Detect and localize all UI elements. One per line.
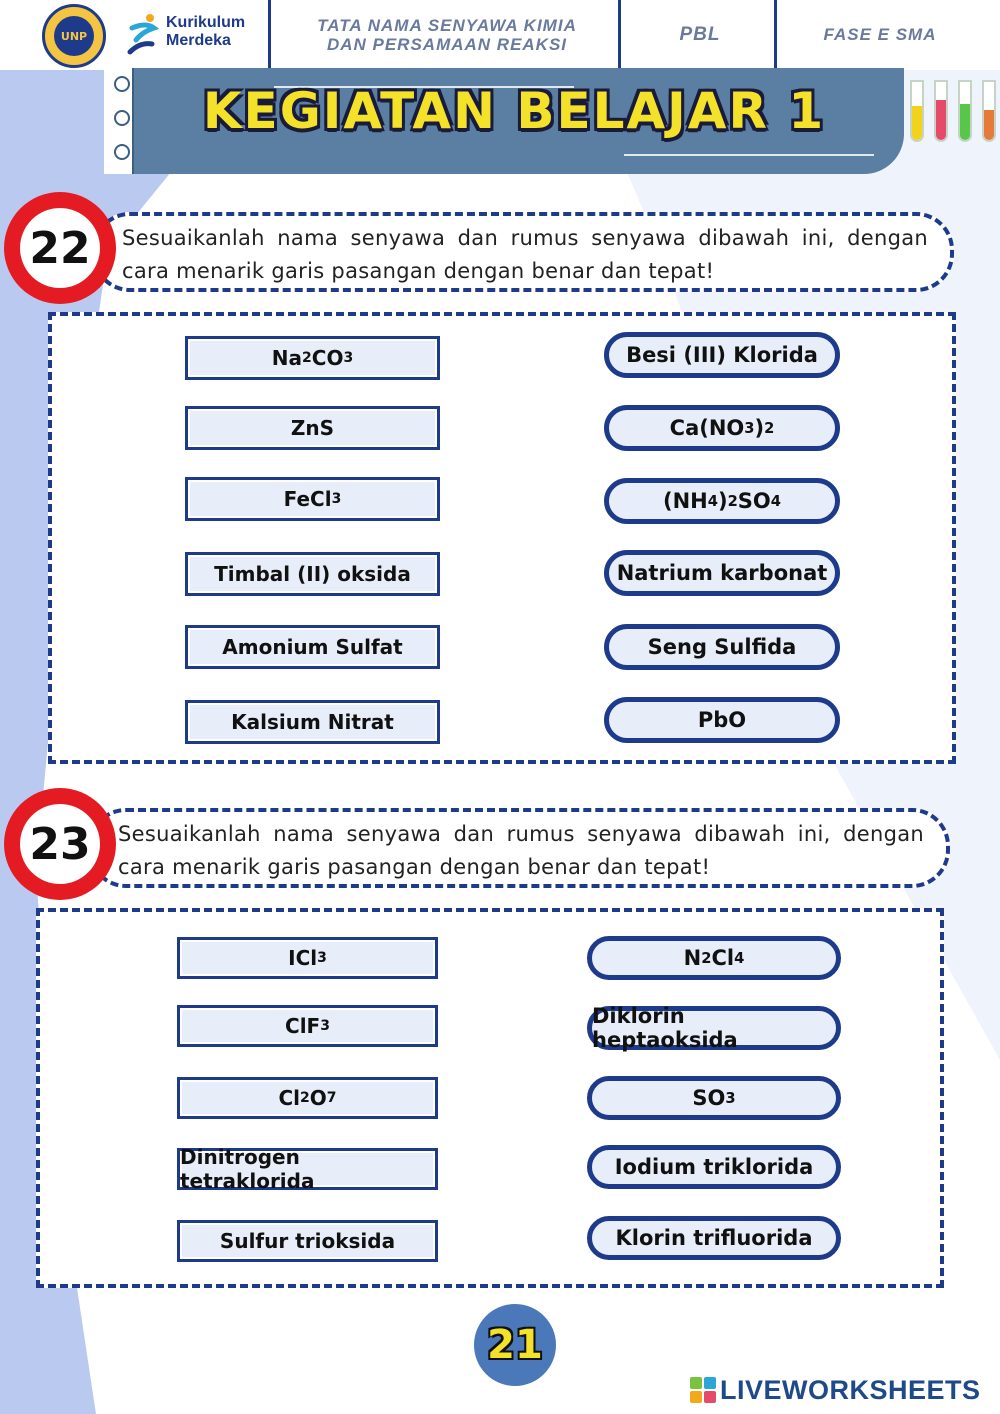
- match-left-item[interactable]: [177, 1077, 438, 1119]
- match-left-item[interactable]: [185, 477, 440, 521]
- item-text: SO: [692, 1086, 726, 1110]
- item-text: ): [754, 416, 765, 440]
- item-text: Sulfur trioksida: [219, 1229, 396, 1253]
- item-text: (NH: [662, 489, 708, 513]
- item-text: PbO: [697, 708, 747, 732]
- item-text: Cl: [711, 946, 735, 970]
- header-divider: [268, 0, 271, 70]
- match-left-item[interactable]: [185, 336, 440, 380]
- liveworksheets-text: LIVEWORKSHEETS: [720, 1374, 981, 1405]
- item-text: ClF: [285, 1014, 321, 1038]
- banner-title: KEGIATAN BELAJAR 1: [202, 82, 826, 140]
- item-text: Amonium Sulfat: [222, 635, 403, 659]
- activity-banner: [104, 68, 904, 174]
- page-number: 21: [474, 1304, 556, 1386]
- header-topic-line2: DAN PERSAMAAN REAKSI: [326, 35, 568, 54]
- subscript: 3: [725, 1089, 736, 1107]
- item-text: Dinitrogen tetraklorida: [180, 1145, 315, 1193]
- match-right-item[interactable]: [587, 936, 841, 980]
- match-left-item[interactable]: [185, 552, 440, 596]
- question-instruction: Sesuaikanlah nama senyawa dan rumus senyawa dibawah ini, dengan cara menarik garis pasangan dengan benar dan tepat!: [92, 212, 954, 292]
- header-topic: [274, 0, 620, 70]
- kurikulum-merdeka-mark-icon: [126, 12, 160, 56]
- match-left-item[interactable]: [185, 700, 440, 744]
- subscript: 3: [320, 1018, 330, 1034]
- subscript: 3: [343, 350, 354, 366]
- question-number: 22: [20, 208, 100, 288]
- question-number-badge: [4, 788, 116, 900]
- item-text: ICl: [288, 946, 318, 970]
- subscript: 3: [317, 950, 327, 966]
- unp-logo: [42, 4, 106, 68]
- kurikulum-logo-line1: Kurikulum: [166, 14, 246, 31]
- liveworksheets-logo-icon: [690, 1377, 716, 1403]
- item-text: ZnS: [290, 416, 335, 440]
- question-instruction: Sesuaikanlah nama senyawa dan rumus senyawa dibawah ini, dengan cara menarik garis pasangan dengan benar dan tepat!: [88, 808, 950, 888]
- notebook-binding: [104, 68, 134, 174]
- subscript: 3: [331, 491, 342, 507]
- item-text: Iodium triklorida: [614, 1155, 814, 1179]
- subscript: 2: [701, 949, 712, 967]
- match-left-item[interactable]: [185, 406, 440, 450]
- item-text: Ca(NO: [669, 416, 745, 440]
- match-left-item[interactable]: [177, 937, 438, 979]
- header-phase: FASE E SMA: [823, 25, 937, 44]
- subscript: 3: [744, 419, 755, 437]
- subscript: 4: [734, 949, 745, 967]
- item-text: FeCl: [283, 487, 332, 511]
- item-text: Besi (III) Klorida: [626, 343, 818, 367]
- match-right-item[interactable]: [604, 624, 840, 670]
- kurikulum-logo-line2: Merdeka: [166, 32, 231, 49]
- binding-hole: [114, 144, 130, 160]
- match-right-item[interactable]: [587, 1216, 841, 1260]
- binding-hole: [114, 76, 130, 92]
- header-divider: [774, 0, 777, 70]
- match-left-item[interactable]: [185, 625, 440, 669]
- header-divider: [618, 0, 621, 70]
- match-right-item[interactable]: [604, 697, 840, 743]
- match-right-item[interactable]: [604, 550, 840, 596]
- item-text: SO: [737, 489, 771, 513]
- match-right-item[interactable]: [587, 1076, 841, 1120]
- subscript: 2: [302, 350, 312, 366]
- match-left-item[interactable]: [177, 1005, 438, 1047]
- item-text: ): [717, 489, 728, 513]
- item-text: Cl: [278, 1086, 301, 1110]
- item-text: Na: [271, 346, 303, 370]
- match-left-item[interactable]: [177, 1220, 438, 1262]
- subscript: 4: [707, 492, 718, 510]
- item-text: CO: [311, 346, 344, 370]
- banner-decoration-line: [624, 154, 874, 156]
- test-tubes-icon: [900, 70, 1000, 150]
- item-text: N: [683, 946, 702, 970]
- match-right-item[interactable]: [604, 405, 840, 451]
- liveworksheets-brand[interactable]: [690, 1372, 981, 1408]
- subscript: 2: [764, 419, 775, 437]
- subscript: 2: [300, 1090, 310, 1106]
- match-right-item[interactable]: [587, 1145, 841, 1189]
- unp-logo-text: UNP: [54, 16, 94, 56]
- match-right-item[interactable]: [604, 478, 840, 524]
- kurikulum-merdeka-logo: [126, 10, 266, 60]
- header-model: PBL: [679, 24, 721, 45]
- match-right-item[interactable]: [587, 1006, 841, 1050]
- subscript: 2: [727, 492, 738, 510]
- item-text: Seng Sulfida: [647, 635, 797, 659]
- header-topic-line1: TATA NAMA SENYAWA KIMIA: [317, 16, 577, 35]
- item-text: Natrium karbonat: [616, 561, 828, 585]
- question-number-badge: [4, 192, 116, 304]
- subscript: 4: [770, 492, 782, 510]
- item-text: O: [309, 1086, 327, 1110]
- match-left-item[interactable]: [177, 1145, 438, 1193]
- item-text: Timbal (II) oksida: [214, 562, 411, 586]
- subscript: 7: [326, 1090, 337, 1106]
- page-header: [0, 0, 1000, 70]
- item-text: Diklorin heptaoksida: [592, 1004, 738, 1052]
- item-text: Klorin trifluorida: [615, 1226, 813, 1250]
- binding-hole: [114, 110, 130, 126]
- item-text: Kalsium Nitrat: [231, 710, 394, 734]
- question-number: 23: [20, 804, 100, 884]
- match-right-item[interactable]: [604, 332, 840, 378]
